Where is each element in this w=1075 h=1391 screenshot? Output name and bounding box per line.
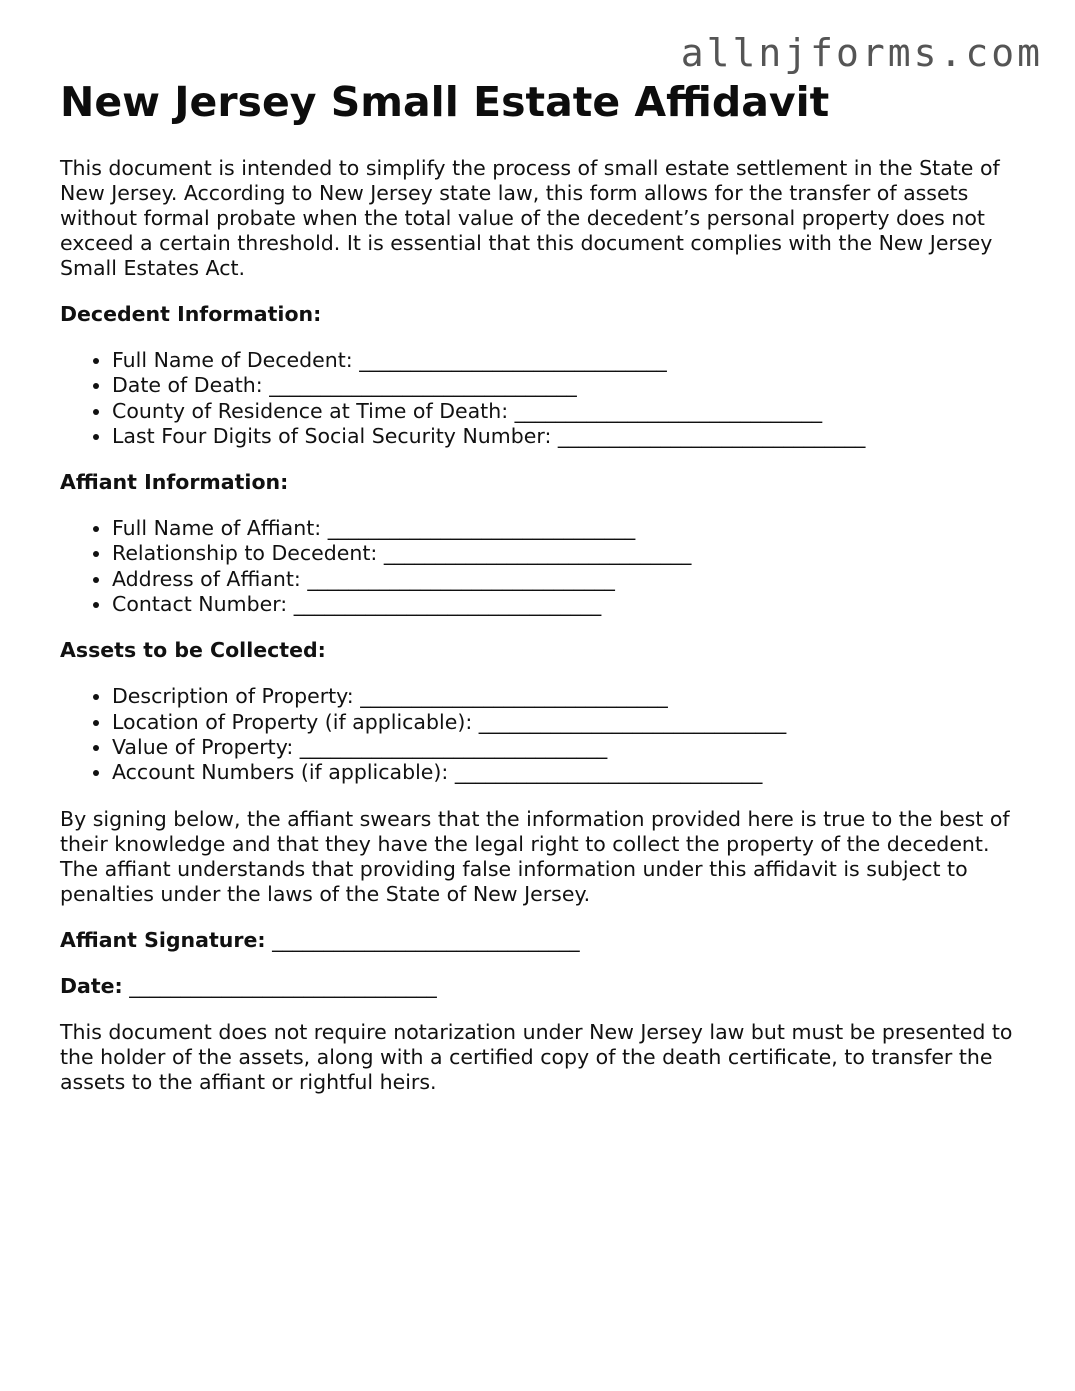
fill-in-blank[interactable]: ______________________________ — [359, 348, 667, 372]
fill-in-blank[interactable]: ______________________________ — [557, 423, 866, 448]
intro-paragraph: This document is intended to simplify the process of small estate settlement in the State of New Jersey. According to New Jersey state law, this form allows for the transfer of assets without formal probate when the total value of the decedent’s personal property does not exceed a certain threshold. It is essential that this document complies with the New Jersey Small Estates Act. — [60, 156, 1000, 280]
field-label: Value of Property: — [112, 734, 294, 759]
fill-in-blank[interactable]: ______________________________ — [269, 373, 577, 398]
fill-in-blank[interactable]: ______________________________ — [293, 592, 602, 617]
field-label: Address of Affiant: — [112, 566, 301, 591]
field-label: Full Name of Affiant: — [112, 516, 322, 541]
county-of-residence-field[interactable] — [112, 399, 1020, 424]
signature-label: Affiant Signature: — [60, 927, 266, 952]
field-label: Relationship to Decedent: — [112, 541, 378, 566]
field-label: Contact Number: — [112, 592, 288, 617]
affiant-address-field[interactable] — [112, 567, 1020, 592]
field-label: Full Name of Decedent: — [112, 348, 353, 372]
fill-in-blank[interactable]: ______________________________ — [514, 398, 823, 423]
fill-in-blank[interactable]: ______________________________ — [360, 684, 668, 709]
property-description-field[interactable] — [112, 684, 1020, 709]
fill-in-blank[interactable]: ______________________________ — [299, 734, 608, 759]
property-value-field[interactable] — [112, 735, 1020, 760]
date-label: Date: — [60, 973, 123, 998]
fill-in-blank[interactable]: ______________________________ — [307, 566, 615, 591]
affidavit-document — [60, 78, 1020, 1095]
field-label: Last Four Digits of Social Security Number: — [112, 423, 552, 448]
page-title: New Jersey Small Estate Affidavit — [60, 78, 830, 126]
notarization-note: This document does not require notarization under New Jersey law but must be presented to the holder of the assets, along with a certified copy of the death certificate, to transfer the assets to the affiant or rightful heirs. — [60, 1019, 1013, 1094]
affiant-section-heading: Affiant Information: — [60, 470, 289, 495]
fill-in-blank[interactable]: ______________________________ — [478, 709, 787, 734]
signature-date-field[interactable] — [60, 974, 1020, 999]
affiant-signature-field[interactable] — [60, 928, 1020, 953]
assets-field-list — [60, 684, 1020, 785]
fill-in-blank[interactable]: ______________________________ — [454, 760, 763, 785]
date-of-death-field[interactable] — [112, 373, 1020, 398]
property-location-field[interactable] — [112, 710, 1020, 735]
site-watermark: allnjforms.com — [680, 31, 1043, 75]
fill-in-blank[interactable]: ______________________________ — [327, 516, 636, 541]
field-label: Account Numbers (if applicable): — [112, 760, 449, 785]
affiant-name-field[interactable] — [112, 516, 1020, 541]
field-label: Description of Property: — [112, 684, 354, 709]
ssn-last-four-field[interactable] — [112, 424, 1020, 449]
decedent-name-field[interactable] — [112, 348, 1020, 373]
field-label: County of Residence at Time of Death: — [112, 398, 509, 423]
assets-section-heading: Assets to be Collected: — [60, 638, 326, 663]
contact-number-field[interactable] — [112, 592, 1020, 617]
field-label: Location of Property (if applicable): — [112, 709, 473, 734]
field-label: Date of Death: — [112, 373, 263, 398]
decedent-section-heading: Decedent Information: — [60, 302, 322, 326]
signature-blank[interactable]: ______________________________ — [272, 927, 580, 952]
date-blank[interactable]: ______________________________ — [129, 973, 437, 998]
attestation-paragraph: By signing below, the affiant swears that the information provided here is true to the best of their knowledge and that they have the legal right to collect the property of the decedent. The affiant understands that providing false information under this affidavit is subject to penalties under the laws of the State of New Jersey. — [60, 806, 1010, 906]
account-numbers-field[interactable] — [112, 760, 1020, 785]
relationship-field[interactable] — [112, 541, 1020, 566]
decedent-field-list — [60, 348, 1020, 449]
affiant-field-list — [60, 516, 1020, 617]
fill-in-blank[interactable]: ______________________________ — [383, 541, 692, 566]
